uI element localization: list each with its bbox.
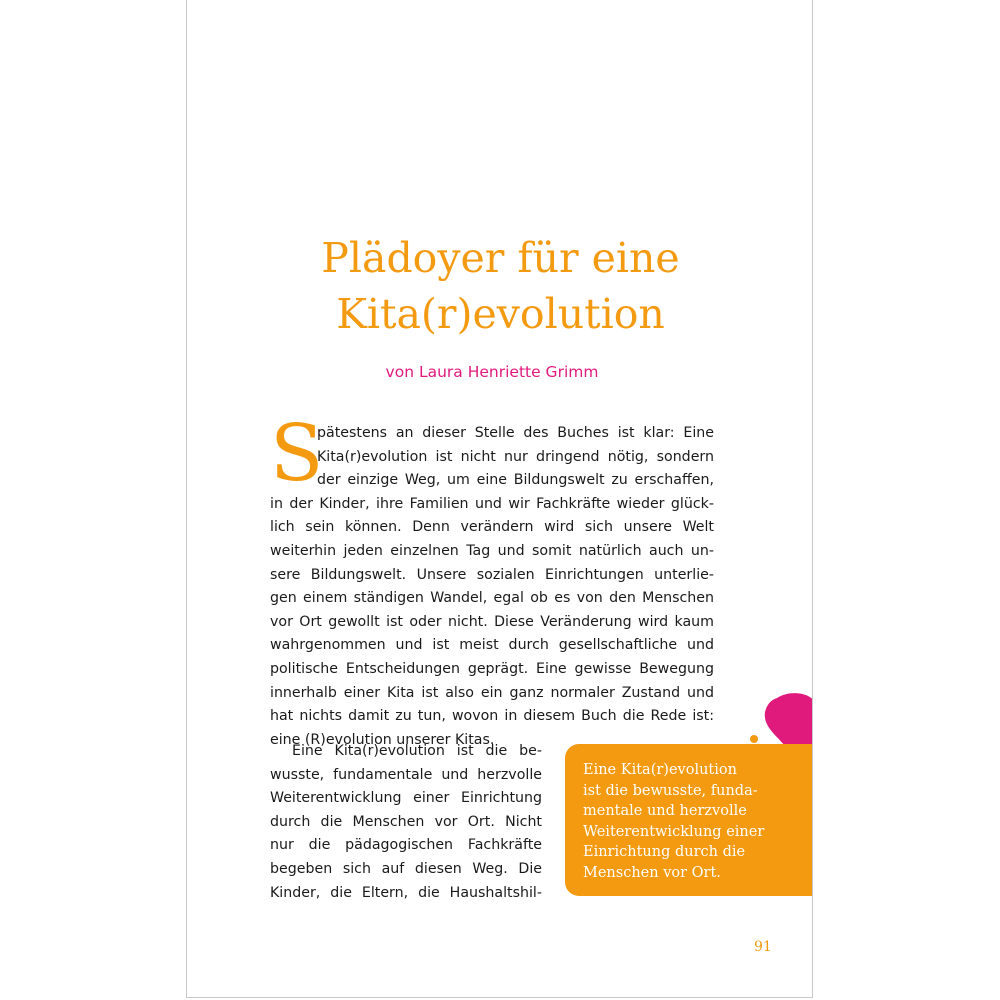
paragraph-1-line: in der Kinder, ihre Familien und wir Fachkräfte wieder glück- <box>270 495 714 512</box>
paragraph-2-line: nur die pädagogischen Fachkräfte <box>270 837 542 854</box>
paragraph-1-line: weiterhin jeden einzelnen Tag und somit natürlich auch un- <box>270 542 714 559</box>
orange-dot <box>750 735 758 743</box>
paragraph-2-line: Eine Kita(r)evolution ist die be- <box>292 743 542 759</box>
paragraph-2-line: begeben sich auf diesen Weg. Die <box>270 860 542 877</box>
paragraph-1-line: Kita(r)evolution ist nicht nur dringend nötig, sondern <box>317 448 714 465</box>
book-page <box>186 0 813 998</box>
chapter-title <box>187 230 813 342</box>
paragraph-1-line: gen einem ständigen Wandel, egal ob es von den Menschen <box>270 590 714 607</box>
drop-cap: S <box>270 409 324 499</box>
pull-quote-line: Weiterentwicklung einer <box>583 823 765 840</box>
page-number: 91 <box>754 939 772 955</box>
paragraph-1-line: wahrgenommen und ist meist durch gesellschaftliche und <box>270 637 714 654</box>
author-byline: von Laura Henriette Grimm <box>385 363 599 381</box>
paragraph-1-line: vor Ort gewollt ist oder nicht. Diese Veränderung wird kaum <box>270 613 714 630</box>
paragraph-1-line: innerhalb einer Kita ist also ein ganz normaler Zustand und <box>270 684 714 701</box>
paragraph-2-line: Weiterentwicklung einer Einrichtung <box>270 790 542 807</box>
pull-quote-text <box>583 760 803 883</box>
paragraph-1-line: eine (R)evolution unserer Kitas. <box>270 731 495 748</box>
paragraph-1-line: sere Bildungswelt. Unsere sozialen Einrichtungen unterlie- <box>270 566 714 583</box>
paragraph-2-line: Kinder, die Eltern, die Haushaltshil- <box>270 884 542 901</box>
pull-quote-line: Eine Kita(r)evolution <box>583 762 737 778</box>
paragraph-1-line: pätestens an dieser Stelle des Buches ist klar: Eine <box>317 425 714 441</box>
paragraph-1-line: lich sein können. Denn verändern wird sich unsere Welt <box>270 519 714 536</box>
pull-quote-line: Einrichtung durch die <box>583 844 746 860</box>
paragraph-2-line: wusste, fundamentale und herzvolle <box>270 766 542 783</box>
pull-quote-box <box>565 744 813 896</box>
paragraph-1-line: politische Entscheidungen geprägt. Eine gewisse Bewegung <box>270 660 714 677</box>
chapter-title-line-2: Kita(r)evolution <box>336 290 665 338</box>
pull-quote-line: Menschen vor Ort. <box>583 864 721 881</box>
paragraph-1-line: der einzige Weg, um eine Bildungswelt zu erschaffen, <box>317 472 714 489</box>
pull-quote-line: ist die bewusste, funda- <box>583 782 758 799</box>
paragraph-2 <box>270 740 542 905</box>
paragraph-2-line: durch die Menschen vor Ort. Nicht <box>270 813 542 830</box>
pull-quote-line: mentale und herzvolle <box>583 803 747 819</box>
chapter-title-line-1: Plädoyer für eine <box>321 234 680 282</box>
paragraph-1 <box>270 422 714 752</box>
paragraph-1-line: hat nichts damit zu tun, wovon in diesem Buch die Rede ist: <box>270 708 714 725</box>
